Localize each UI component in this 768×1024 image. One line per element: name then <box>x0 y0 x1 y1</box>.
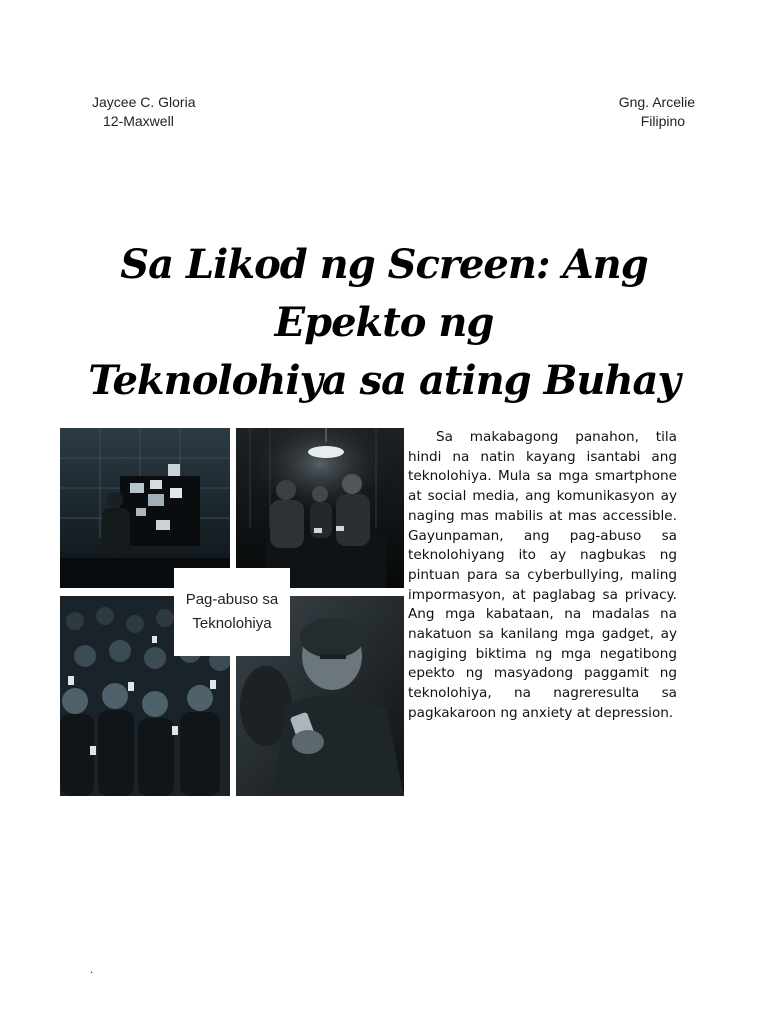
caption-line-2: Teknolohiya <box>192 615 272 632</box>
body-paragraph <box>408 428 677 724</box>
paragraph-text: Sa makabagong panahon, tila hindi na natin kayang isantabi ang teknolohiya. Mula sa mga smartphone at social media, ang komunikasyon ay naging mas mabilis at mas accessible. Gayunpaman, ang pag-abuso sa teknolohiyang ito ay nagbukas ng pintuan para sa cyberbullying, maling impormasyon, at paglabag sa privacy. Ang mga kabataan, na madalas na nakatuon sa kanilang mga gadget, ay nagiging biktima ng mga negatibong epekto ng masyadong paggamit ng teknolohiya, na nagreresulta sa pagkakaroon ng anxiety at depression. <box>408 429 677 721</box>
author-name: Jaycee C. Gloria <box>92 94 196 110</box>
teacher-info <box>619 93 695 131</box>
monitors-room-photo <box>60 428 230 588</box>
student-info <box>92 93 195 131</box>
teacher-name: Gng. Arcelie <box>618 94 695 110</box>
title-line-2: Teknolohiya sa ating Buhay <box>88 357 680 404</box>
collage-caption <box>174 568 290 656</box>
author-section: 12-Maxwell <box>103 113 174 129</box>
caption-line-1: Pag-abuso sa <box>185 591 279 608</box>
footer-mark: . <box>90 962 94 976</box>
page-title <box>40 236 728 410</box>
people-at-table-photo <box>236 428 404 588</box>
photo-collage <box>60 428 404 796</box>
title-line-1: Sa Likod ng Screen: Ang Epekto ng <box>120 241 648 346</box>
subject-name: Filipino <box>640 113 686 129</box>
